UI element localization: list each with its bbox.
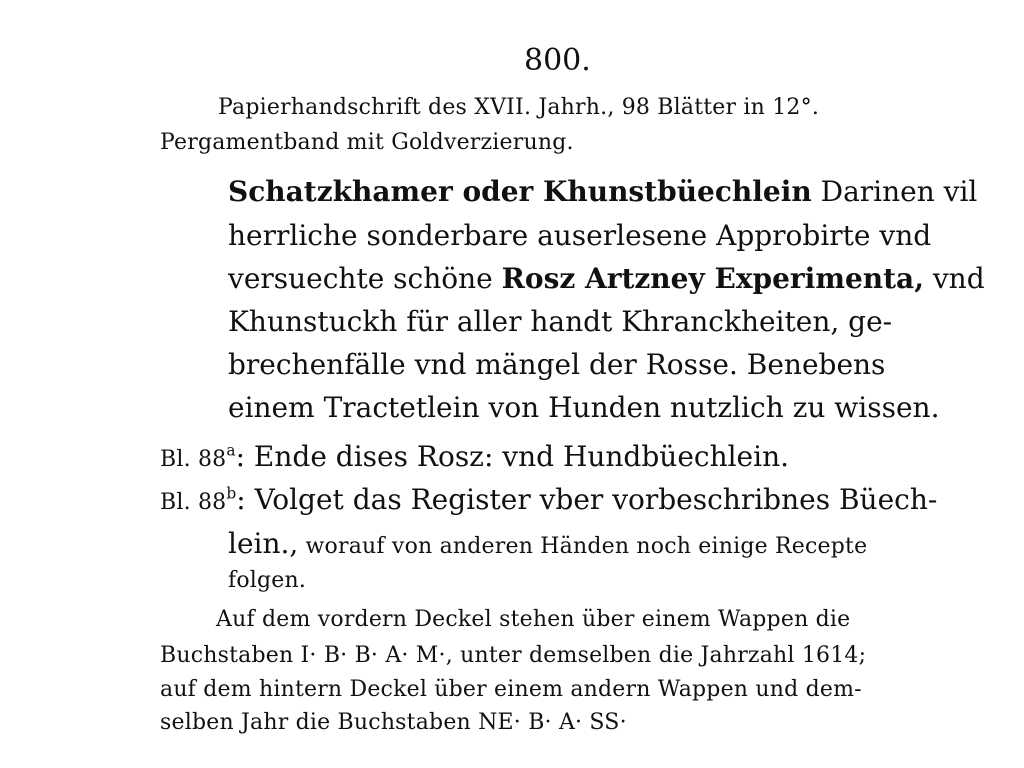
description-line-2: Pergamentband mit Goldverzierung.: [160, 130, 574, 155]
cover-note-line-1: Auf dem vordern Deckel stehen über einem Wappen die: [216, 607, 851, 632]
note-88a-ref: Bl. 88: [160, 447, 227, 472]
note-88b-cont-small: worauf von anderen Händen noch einige Recepte: [298, 534, 868, 559]
note-88a-text: Ende dises Rosz: vnd Hundbüechlein.: [253, 440, 790, 473]
note-88b-ref: Bl. 88: [160, 490, 227, 515]
title-line-4: Khunstuckh für aller handt Khranckheiten, ge-: [228, 305, 893, 338]
note-88a-sep: :: [235, 440, 254, 473]
note-88b-text: Volget das Register vber vorbeschribnes Büech-: [254, 483, 938, 516]
note-88b-cont-large: lein.,: [228, 527, 299, 560]
title-line-3-end: vnd: [923, 262, 985, 295]
note-88b-sep: :: [236, 483, 255, 516]
note-88a: [160, 440, 790, 473]
note-88b-sup: b: [226, 484, 237, 503]
title-line-5: brechenfälle vnd mängel der Rosse. Benebens: [228, 348, 886, 381]
title-bold-experimenta: Rosz Artzney Experimenta,: [501, 262, 924, 295]
title-line-1-rest: Darinen vil: [811, 175, 978, 208]
title-line-2: herrliche sonderbare auserlesene Approbirte vnd: [228, 219, 932, 252]
title-bold-part: Schatzkhamer oder Khunstbüechlein: [228, 175, 812, 208]
cover-note-line-3: auf dem hintern Deckel über einem andern Wappen und dem-: [160, 677, 862, 702]
cover-note-line-4: selben Jahr die Buchstaben NE· B· A· SS·: [160, 710, 627, 735]
entry-number: 800.: [524, 43, 591, 78]
title-line-1: [228, 175, 978, 208]
cover-note-line-2: Buchstaben I· B· B· A· M·, unter demselben die Jahrzahl 1614;: [160, 643, 867, 668]
note-88b-continuation-1: [228, 527, 868, 560]
note-88b-continuation-2: folgen.: [228, 568, 307, 593]
title-line-6: einem Tractetlein von Hunden nutzlich zu wissen.: [228, 391, 940, 424]
description-line-1: Papierhandschrift des XVII. Jahrh., 98 Blätter in 12°.: [218, 95, 820, 120]
note-88a-sup: a: [226, 441, 236, 460]
title-line-3-start: versuechte schöne: [228, 262, 502, 295]
title-line-3: [228, 262, 985, 295]
note-88b: [160, 483, 938, 516]
